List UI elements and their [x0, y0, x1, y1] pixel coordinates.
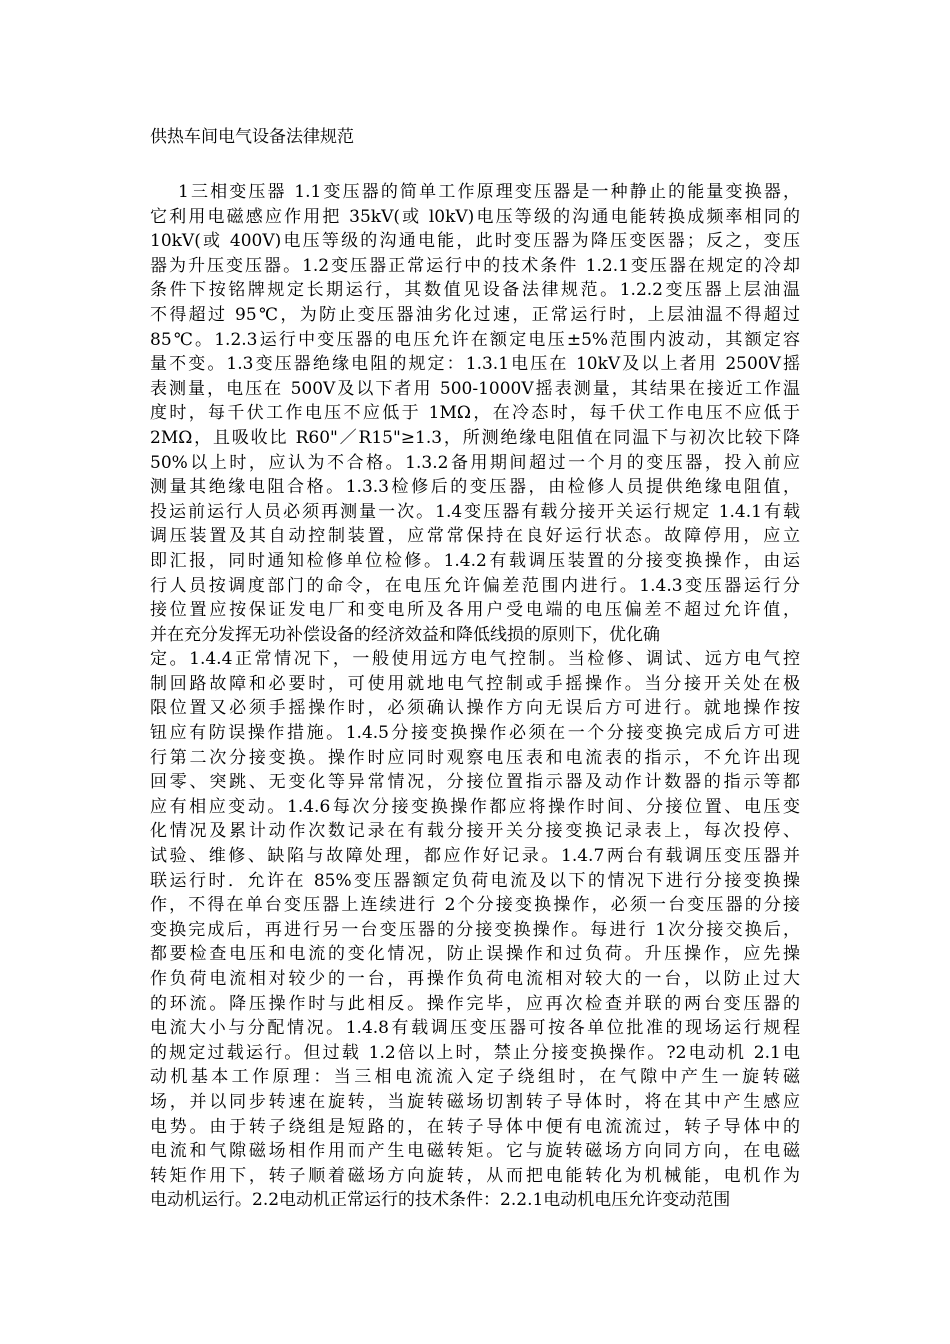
body-line: 都要检查电压和电流的变化情况，防止误操作和过负荷。升压操作，应先操 — [150, 944, 800, 965]
body-line: 投运前运行人员必须再测量一次。1.4变压器有载分接开关运行规定 1.4.1有载 — [150, 501, 800, 522]
body-line: 不得超过 95℃，为防止变压器油劣化过速，正常运行时，上层油温不得超过 — [150, 304, 800, 325]
body-line: 量不变。1.3变压器绝缘电阻的规定：1.3.1电压在 10kV及以上者用 2500V摇 — [150, 354, 800, 375]
document-title: 供热车间电气设备法律规范 — [150, 127, 354, 147]
body-line: 定。1.4.4正常情况下，一般使用远方电气控制。当检修、调试、远方电气控 — [150, 649, 800, 670]
body-line: 器为升压变压器。1.2变压器正常运行中的技术条件 1.2.1变压器在规定的冷却 — [150, 255, 800, 276]
body-line: 行第二次分接变换。操作时应同时观察电压表和电流表的指示，不允许出现 — [150, 747, 800, 768]
body-line: 表测量，电压在 500V及以下者用 500-1000V摇表测量，其结果在接近工作温 — [150, 378, 800, 399]
body-line: 场，并以同步转速在旋转，当旋转磁场切割转子导体时，将在其中产生感应 — [150, 1091, 800, 1112]
body-line: 即汇报，同时通知检修单位检修。1.4.2有载调压装置的分接变换操作，由运 — [150, 550, 800, 571]
body-line: 电流和气隙磁场相作用而产生电磁转矩。它与旋转磁场方向同方向，在电磁 — [150, 1141, 800, 1162]
body-line: 行人员按调度部门的命令，在电压允许偏差范围内进行。1.4.3变压器运行分 — [150, 575, 800, 596]
body-line: 化情况及累计动作次数记录在有载分接开关分接变换记录表上，每次投停、 — [150, 821, 800, 842]
body-line: 制回路故障和必要时，可使用就地电气控制或手摇操作。当分接开关处在极 — [150, 673, 800, 694]
body-line: 2MΩ，且吸收比 R60"／R15"≥1.3，所测绝缘电阻值在同温下与初次比较下降 — [150, 427, 800, 448]
body-line: 接位置应按保证发电厂和变电所及各用户受电端的电压偏差不超过允许值， — [150, 600, 800, 621]
body-line: 并在充分发挥无功补偿设备的经济效益和降低线损的原则下，优化确 — [150, 624, 660, 645]
body-line: 钮应有防误操作措施。1.4.5分接变换操作必须在一个分接变换完成后方可进 — [150, 723, 800, 744]
body-line: 应有相应变动。1.4.6每次分接变换操作都应将操作时间、分接位置、电压变 — [150, 796, 800, 817]
body-line: 作负荷电流相对较少的一台，再操作负荷电流相对较大的一台，以防止过大 — [150, 969, 800, 989]
body-line: 50%以上时，应认为不合格。1.3.2备用期间超过一个月的变压器，投入前应 — [150, 452, 800, 473]
body-line: 电动机运行。2.2电动机正常运行的技术条件：2.2.1电动机电压允许变动范围 — [150, 1190, 731, 1211]
body-line: 它利用电磁感应作用把 35kV(或 l0kV)电压等级的沟通电能转换成频率相同的 — [150, 206, 800, 227]
body-line: 条件下按铭牌规定长期运行，其数值见设备法律规范。1.2.2变压器上层油温 — [150, 280, 800, 301]
body-line: 动机基本工作原理：当三相电流流入定子绕组时，在气隙中产生一旋转磁 — [150, 1067, 800, 1088]
body-line: 度时，每千伏工作电压不应低于 1MΩ，在冷态时，每千伏工作电压不应低于 — [150, 403, 800, 424]
body-line: 85℃。1.2.3运行中变压器的电压允许在额定电压±5%范围内波动，其额定容 — [150, 329, 800, 350]
body-line: 的规定过载运行。但过载 1.2倍以上时，禁止分接变换操作。?2电动机 2.1电 — [150, 1042, 800, 1063]
document-body — [150, 180, 800, 1213]
body-line: 电势。由于转子绕组是短路的，在转子导体中便有电流流过，转子导体中的 — [150, 1116, 800, 1137]
body-line: 电流大小与分配情况。1.4.8有载调压变压器可按各单位批准的现场运行规程 — [150, 1018, 800, 1039]
body-line: 测量其绝缘电阻合格。1.3.3检修后的变压器，由检修人员提供绝缘电阻值， — [150, 477, 800, 498]
body-line: 限位置又必须手摇操作时，必须确认操作方向无误后方可进行。就地操作按 — [150, 698, 800, 719]
body-line: 调压装置及其自动控制装置，应常常保持在良好运行状态。故障停用，应立 — [150, 526, 800, 547]
body-line: 试验、维修、缺陷与故障处理，都应作好记录。1.4.7两台有载调压变压器并 — [150, 846, 800, 867]
body-line: 作，不得在单台变压器上连续进行 2个分接变换操作，必须一台变压器的分接 — [150, 895, 800, 916]
body-line: 10kV(或 400V)电压等级的沟通电能，此时变压器为降压变医器；反之，变压 — [150, 231, 800, 252]
body-line: 回零、突跳、无变化等异常情况，分接位置指示器及动作计数器的指示等都 — [150, 772, 800, 793]
body-line: 联运行时．允许在 85%变压器额定负荷电流及以下的情况下进行分接变换操 — [150, 870, 800, 891]
body-line: 变换完成后，再进行另一台变压器的分接变换操作。每进行 1次分接交换后， — [150, 919, 800, 940]
body-line: 转矩作用下，转子顺着磁场方向旋转，从而把电能转化为机械能，电机作为 — [150, 1165, 800, 1186]
body-line: 的环流。降压操作时与此相反。操作完毕，应再次检查并联的两台变压器的 — [150, 993, 800, 1014]
body-line: 1三相变压器 1.1变压器的简单工作原理变压器是一种静止的能量变换器， — [178, 182, 800, 202]
